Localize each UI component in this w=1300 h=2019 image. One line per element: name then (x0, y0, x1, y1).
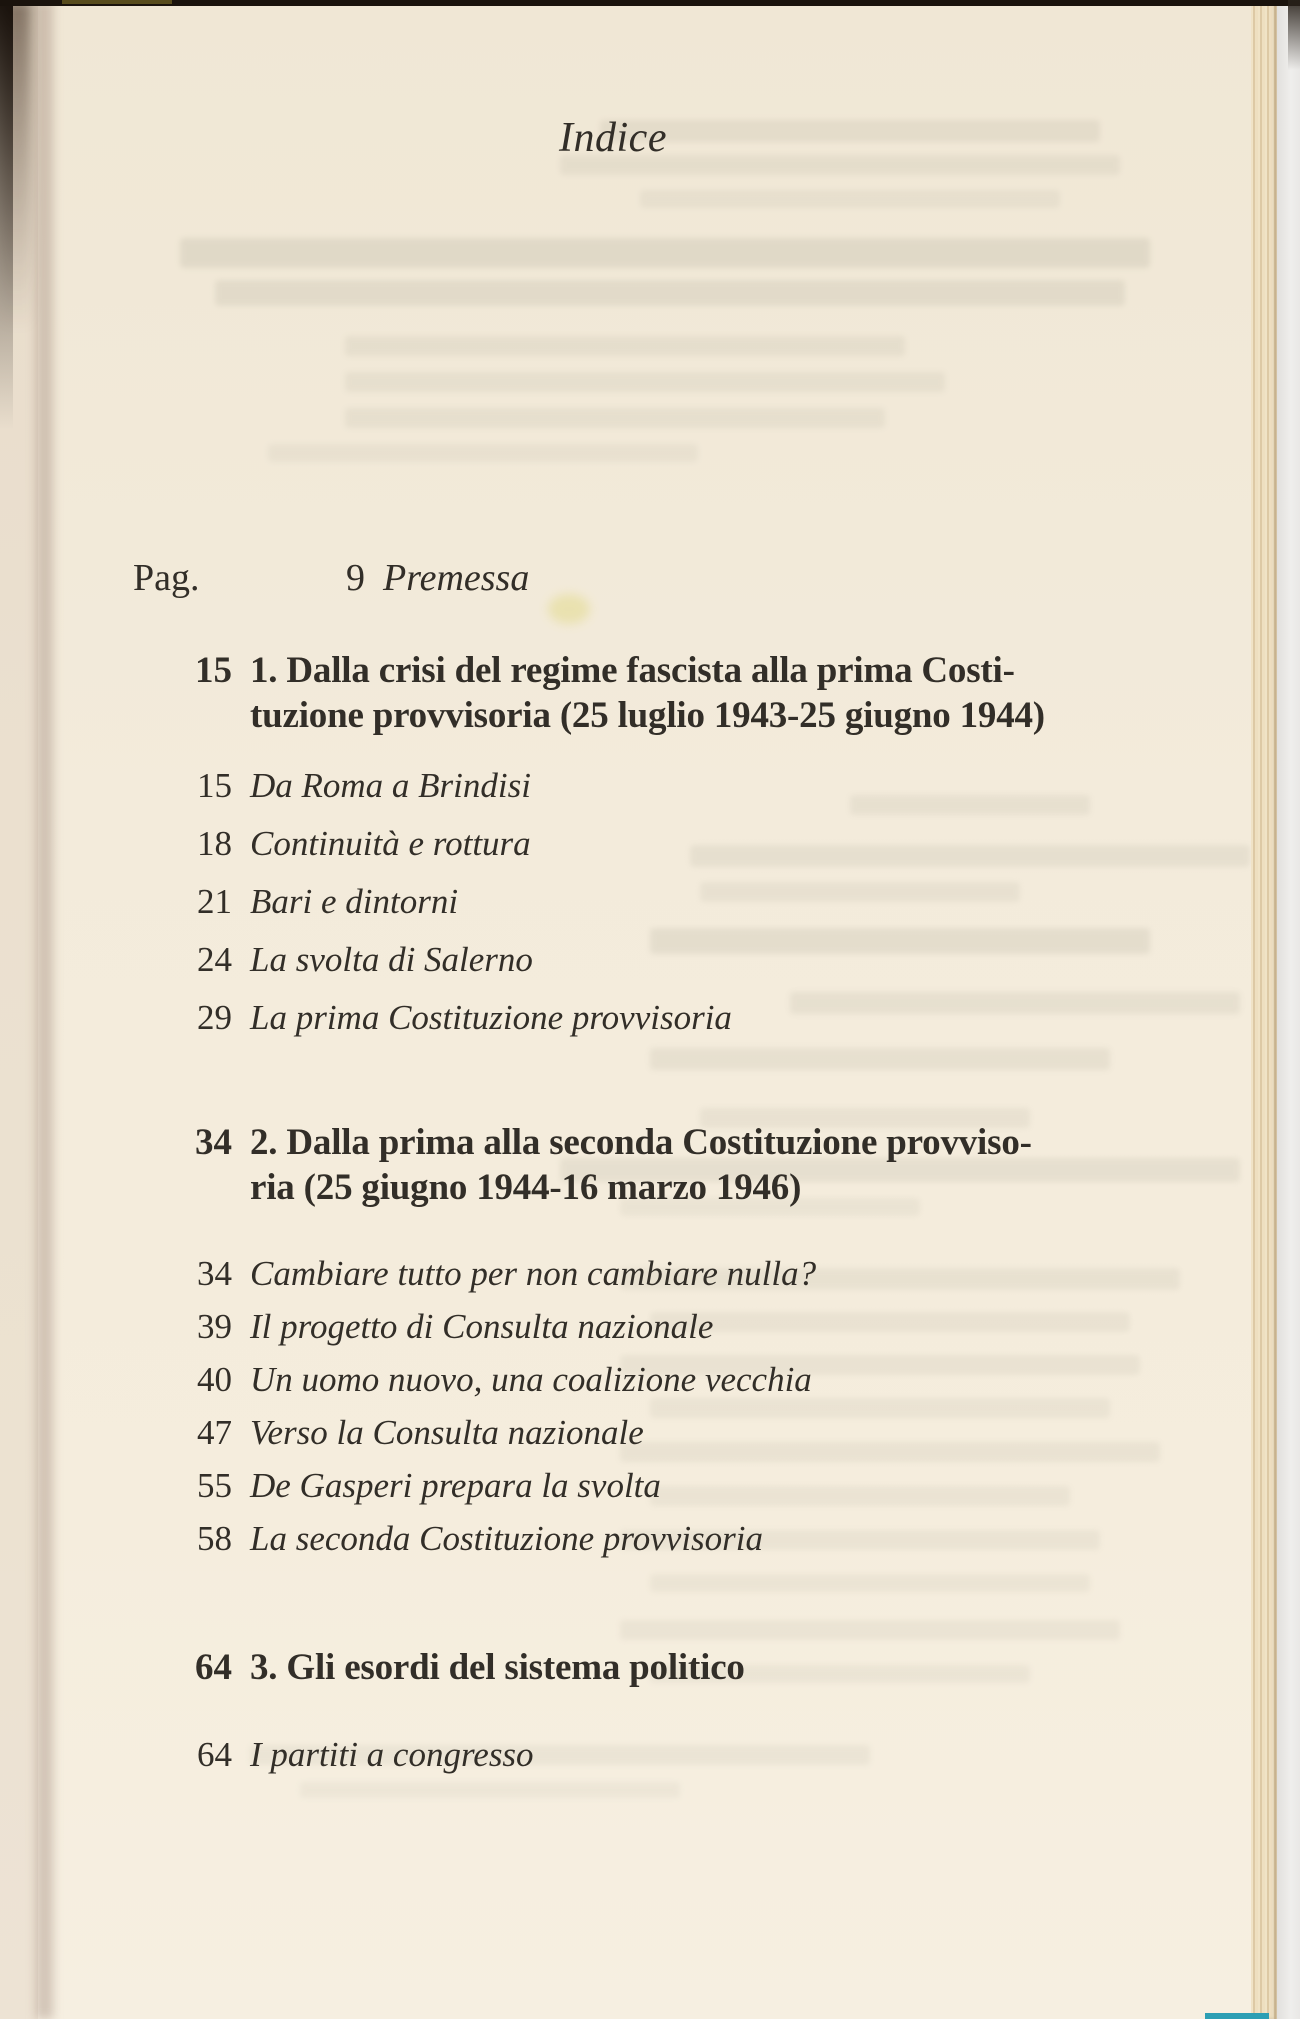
toc-subentry-row (0, 998, 732, 1038)
toc-page-number: 55 (197, 1466, 232, 1505)
photo-top-edge (0, 0, 1300, 6)
toc-chapter-row (0, 1645, 745, 1690)
toc-premessa-row (0, 556, 529, 601)
bleedthrough-line (790, 992, 1240, 1014)
toc-entry-title: Cambiare tutto per non cambiare nulla? (250, 1254, 817, 1293)
toc-page-number: 39 (197, 1307, 232, 1346)
toc-page-number: 9 (346, 557, 365, 599)
toc-subentry-row (0, 824, 732, 864)
page-abbrev-label: Pag. (133, 557, 200, 599)
bleedthrough-line (268, 444, 698, 462)
bleedthrough-line (345, 372, 945, 392)
toc-subentry-row (0, 882, 732, 922)
toc-entry-title: Bari e dintorni (250, 882, 459, 921)
toc-page-number: 21 (197, 882, 232, 921)
bleedthrough-line (620, 1620, 1120, 1640)
toc-entry-title: De Gasperi prepara la svolta (250, 1466, 661, 1505)
toc-chapter-row (0, 1120, 1032, 1210)
toc-chapter-title (250, 1645, 745, 1690)
page-title: Indice (559, 115, 667, 161)
bleedthrough-line (640, 190, 1060, 208)
toc-subentry-list (0, 1254, 816, 1572)
toc-page-number: 58 (197, 1519, 232, 1558)
toc-entry-title: I partiti a congresso (250, 1735, 534, 1774)
toc-subentry-list (0, 766, 732, 1056)
toc-chapter-title-line: ria (25 giugno 1944-16 marzo 1946) (250, 1167, 802, 1208)
toc-subentry-row (0, 1735, 534, 1775)
toc-subentry-list (0, 1735, 534, 1788)
toc-entry-title: La prima Costituzione provvisoria (250, 998, 732, 1037)
bleedthrough-line (650, 1574, 1090, 1592)
toc-subentry-row (0, 940, 732, 980)
toc-subentry-row (0, 1254, 816, 1294)
toc-subentry-row (0, 1519, 816, 1559)
toc-entry-title: Il progetto di Consulta nazionale (250, 1307, 714, 1346)
bleedthrough-line (345, 408, 885, 428)
bleedthrough-line (700, 882, 1020, 902)
toc-page-number: 64 (197, 1735, 232, 1774)
toc-entry-title: Un uomo nuovo, una coalizione vecchia (250, 1360, 812, 1399)
scan-artifact (1205, 2013, 1269, 2019)
toc-subentry-row (0, 1307, 816, 1347)
toc-entry-title: Da Roma a Brindisi (250, 766, 531, 805)
toc-entry-title: La seconda Costituzione provvisoria (250, 1519, 764, 1558)
toc-chapter-row (0, 648, 1045, 738)
toc-chapter-title-line: 2. Dalla prima alla seconda Costituzione provviso- (250, 1122, 1032, 1163)
bleedthrough-line (690, 845, 1250, 867)
page-edge-stripes (1251, 0, 1277, 2019)
toc-entry-title: Verso la Consulta nazionale (250, 1413, 644, 1452)
toc-page-number: 64 (195, 1647, 232, 1688)
photo-top-edge-tinge (62, 0, 172, 4)
toc-entry-title: Continuità e rottura (250, 824, 531, 863)
bleedthrough-line (215, 280, 1125, 306)
toc-chapter-title-line: 3. Gli esordi del sistema politico (250, 1647, 745, 1688)
toc-subentry-row (0, 1360, 816, 1400)
toc-page-number: 15 (195, 650, 232, 691)
paper-smudge (548, 594, 590, 624)
bleedthrough-line (850, 795, 1090, 815)
toc-page-number: 40 (197, 1360, 232, 1399)
toc-page-number: 15 (197, 766, 232, 805)
toc-page-number: 29 (197, 998, 232, 1037)
photo-corner-shadow (1288, 0, 1300, 70)
toc-page-number: 34 (195, 1122, 232, 1163)
bleedthrough-line (180, 238, 1150, 268)
toc-subentry-row (0, 766, 732, 806)
toc-chapter-title (250, 1120, 1032, 1210)
toc-subentry-row (0, 1413, 816, 1453)
toc-page-column (0, 556, 365, 601)
toc-page-number: 47 (197, 1413, 232, 1452)
toc-chapter-title-line: tuzione provvisoria (25 luglio 1943-25 giugno 1944) (250, 695, 1045, 736)
toc-page-number: 24 (197, 940, 232, 979)
scan-background-strip (1277, 0, 1300, 2019)
toc-chapter-title (250, 648, 1045, 738)
toc-page-number: 18 (197, 824, 232, 863)
toc-subentry-row (0, 1466, 816, 1506)
toc-entry-title: Premessa (383, 557, 530, 599)
bleedthrough-line (345, 336, 905, 356)
toc-entry-title: La svolta di Salerno (250, 940, 533, 979)
toc-chapter-title-line: 1. Dalla crisi del regime fascista alla prima Costi- (250, 650, 1015, 691)
spine-dark-edge (0, 0, 13, 430)
toc-page-number: 34 (197, 1254, 232, 1293)
